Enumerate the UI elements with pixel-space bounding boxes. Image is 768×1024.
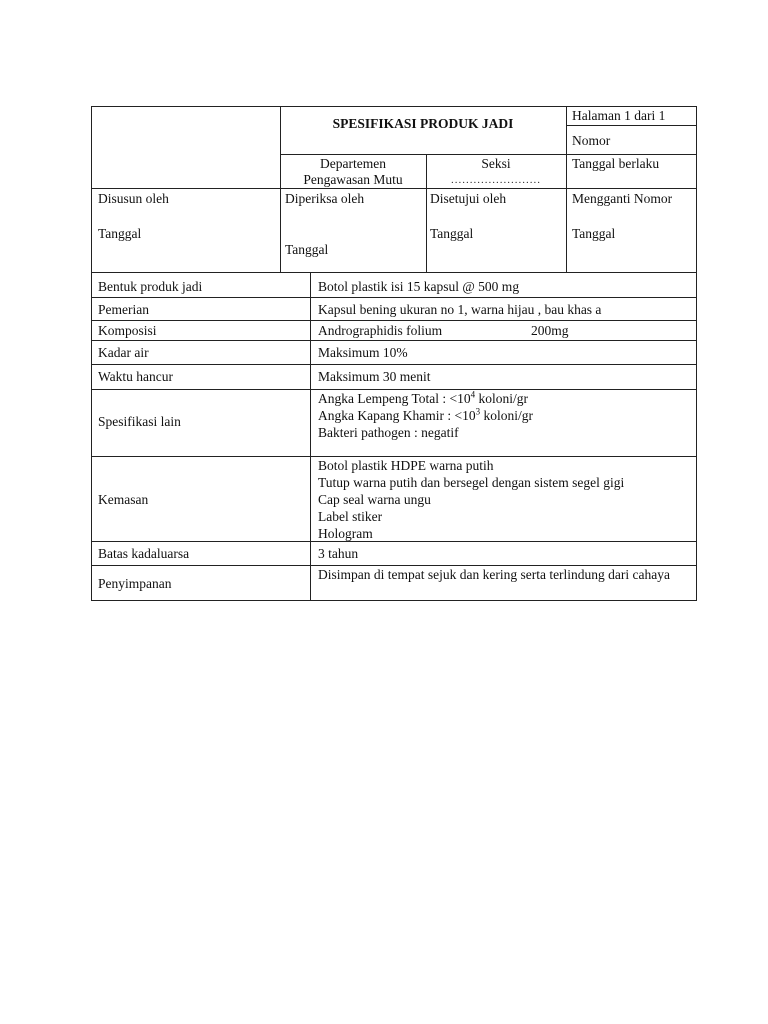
- row-border-7: [91, 541, 696, 542]
- halaman-bottom-border: [566, 125, 696, 126]
- pemerian-value: Kapsul bening ukuran no 1, warna hijau , bau khas a: [318, 302, 602, 317]
- diperiksa-oleh-label: Diperiksa oleh: [285, 191, 365, 206]
- row-border-3: [91, 340, 696, 341]
- penyimpanan-value: Disimpan di tempat sejuk dan kering serta terlindung dari cahaya: [318, 567, 671, 582]
- mengganti-nomor-label: Mengganti Nomor: [572, 191, 673, 206]
- kemasan-line: Tutup warna putih dan bersegel dengan sistem segel gigi: [318, 475, 625, 490]
- batas-kadaluarsa-value: 3 tahun: [318, 546, 359, 561]
- komposisi-ingredient: Andrographidis folium: [318, 323, 443, 338]
- disetujui-tanggal-label: Tanggal: [430, 226, 474, 241]
- title-bottom-border: [280, 154, 696, 155]
- seksi-label: Seksi: [481, 156, 511, 171]
- row-border-5: [91, 389, 696, 390]
- document-title: SPESIFIKASI PRODUK JADI: [332, 116, 514, 131]
- row-border-4: [91, 364, 696, 365]
- table-left-border: [91, 106, 92, 600]
- komposisi-amount: 200mg: [531, 323, 569, 338]
- header-top-border: [91, 106, 696, 107]
- batas-kadaluarsa-label: Batas kadaluarsa: [98, 546, 190, 561]
- kemasan-line: Botol plastik HDPE warna putih: [318, 458, 494, 473]
- kadar-air-value: Maksimum 10%: [318, 345, 408, 360]
- row-border-2: [91, 320, 696, 321]
- departemen-label: Departemen: [320, 156, 386, 171]
- spec-col-divider: [310, 272, 311, 600]
- header-col3-border: [566, 106, 567, 272]
- bentuk-label: Bentuk produk jadi: [98, 279, 203, 294]
- kemasan-line: Cap seal warna ungu: [318, 492, 431, 507]
- departemen-value: Pengawasan Mutu: [303, 172, 403, 187]
- table-right-border: [696, 106, 697, 600]
- waktu-hancur-label: Waktu hancur: [98, 369, 174, 384]
- row-border-1: [91, 297, 696, 298]
- komposisi-label: Komposisi: [98, 323, 157, 338]
- bentuk-value: Botol plastik isi 15 kapsul @ 500 mg: [318, 279, 520, 294]
- mengganti-tanggal-label: Tanggal: [572, 226, 616, 241]
- kemasan-line: Label stiker: [318, 509, 383, 524]
- disusun-oleh-label: Disusun oleh: [98, 191, 169, 206]
- header-bottom-border: [91, 272, 696, 273]
- spesifikasi-lain-label: Spesifikasi lain: [98, 414, 181, 429]
- angka-kapang-khamir: Angka Kapang Khamir : $<10^3$ koloni/gr: [318, 406, 533, 423]
- diperiksa-tanggal-label: Tanggal: [285, 242, 329, 257]
- kemasan-line: Hologram: [318, 526, 373, 541]
- pemerian-label: Pemerian: [98, 302, 149, 317]
- seksi-dotted-line: ........................: [451, 174, 541, 186]
- tanggal-berlaku-label: Tanggal berlaku: [572, 156, 660, 171]
- angka-lempeng-total: Angka Lempeng Total : $<10^4$ koloni/gr: [318, 389, 529, 406]
- dept-bottom-border: [91, 188, 696, 189]
- disusun-tanggal-label: Tanggal: [98, 226, 142, 241]
- nomor-label: Nomor: [572, 133, 611, 148]
- bakteri-pathogen: Bakteri pathogen : negatif: [318, 425, 459, 440]
- penyimpanan-label: Penyimpanan: [98, 576, 172, 591]
- disetujui-oleh-label: Disetujui oleh: [430, 191, 507, 206]
- row-border-6: [91, 456, 696, 457]
- halaman-label: Halaman 1 dari 1: [572, 108, 666, 123]
- kemasan-label: Kemasan: [98, 492, 149, 507]
- waktu-hancur-value: Maksimum 30 menit: [318, 369, 431, 384]
- table-bottom-border: [91, 600, 697, 601]
- row-border-8: [91, 565, 696, 566]
- kadar-air-label: Kadar air: [98, 345, 149, 360]
